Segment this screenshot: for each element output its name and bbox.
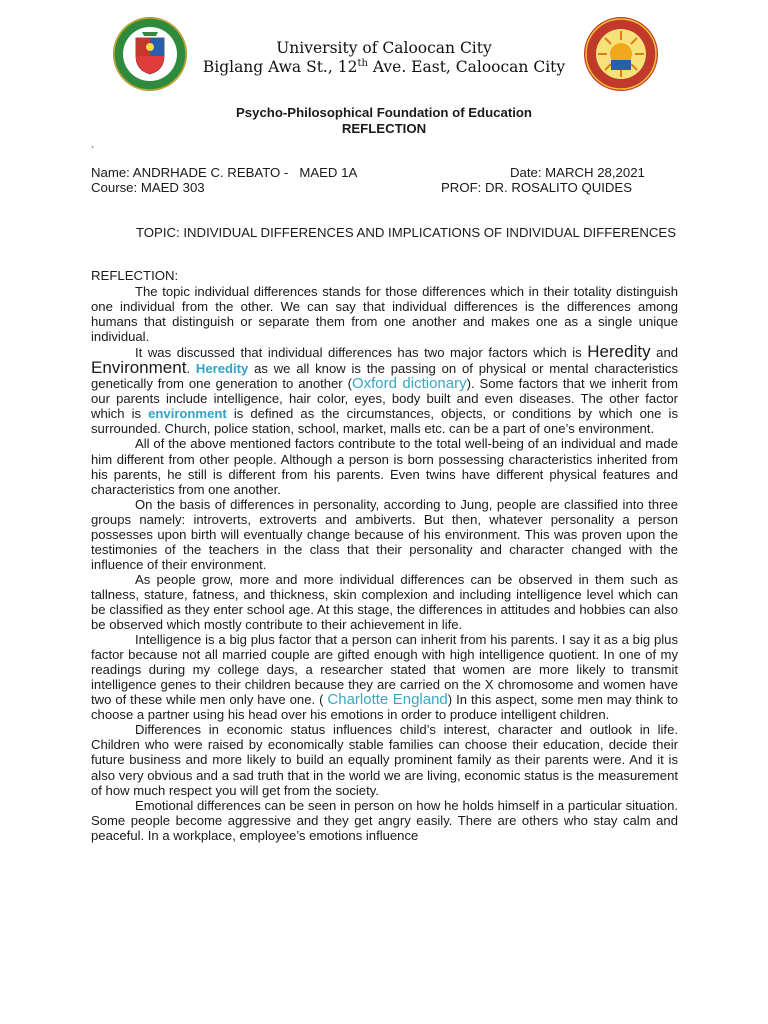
paragraph: It was discussed that individual differences has two major factors which is Heredity and Environment. Heredity as we all know is the passing on of physical or mental characteristics genetically from one generation to another (Oxford dictionary). Some factors that we inherit from our parents include intelligence, hair color, eyes, body built and even diseases. The other factor which is environment is defined as the circumstances, objects, or conditions by which one is surrounded. Church, police station, school, market, malls etc. can be a part of one’s environment. [91,342,679,437]
paragraph: On the basis of differences in personality, according to Jung, people are classified into three groups namely: introverts, extroverts and ambiverts. But then, whatever personality a person possesses upon birth will eventually change because of his environment. This was proven upon the testimonies of the teachers in the class that their personality and character changed with the influence of their environment. [91,496,678,572]
submission-date: Date: MARCH 28,2021 [510,165,645,180]
environment-heading: Environment [91,358,187,378]
document-title: Psycho-Philosophical Foundation of Education [236,105,532,120]
document-subtitle: REFLECTION [341,121,427,136]
paragraph: As people grow, more and more individual differences can be observed in them such as tallness, stature, fatness, and thickness, skin complexion and including intelligence level which can be classified as they enter school age. At this stage, the differences in attitudes and hobbies can also be observed which mostly contribute to their achievement in life. [91,571,678,633]
paragraph: The topic individual differences stands for those differences which in their totality distinguish one individual from the other. We can say that individual differences is the differences among humans that distinguish or separate them from one another and makes one as a single unique individual. [91,284,678,345]
stray-mark: ` [91,146,95,157]
reflection-label: REFLECTION: [91,268,179,283]
university-name: University of Caloocan City [276,39,492,57]
charlotte-england-citation: Charlotte England [327,691,448,709]
paragraph: Emotional differences can be seen in person on how he holds himself in a particular situation. Some people become aggressive and they get angry easily. There are others who stay calm and peaceful. In a workplace, employee’s emotions influence [91,797,678,843]
paragraph: All of the above mentioned factors contribute to the total well-being of an individual and made him different from other people. Although a person is born possessing characteristics inherited from his parents, he still is different from his parents. Even twins have different physical features and characteristics from one another. [91,436,678,497]
university-address: Biglang Awa St., 12th Ave. East, Caloocan City [202,57,566,76]
city-seal-icon [583,16,659,92]
student-name: Name: ANDRHADE C. REBATO - MAED 1A [91,165,358,180]
reflection-body [91,284,678,843]
topic-heading: TOPIC: INDIVIDUAL DIFFERENCES AND IMPLICATIONS OF INDIVIDUAL DIFFERENCES [135,225,677,240]
environment-term: environment [148,406,227,422]
university-seal-icon [112,16,188,92]
course: Course: MAED 303 [91,180,205,195]
professor: PROF: DR. ROSALITO QUIDES [441,180,633,195]
heredity-term: Heredity [195,361,249,377]
paragraph: Differences in economic status influences child’s interest, character and outlook in life. Children who were raised by economically stable families can choose their education, decide their future business and more likely to build an equally prominent family as their parents were. And it is also very obvious and a sad truth that in the world we are living, economic status is the measurement of how much respect you will get from the society. [91,722,678,798]
heredity-heading: Heredity [587,342,651,362]
oxford-citation: Oxford dictionary [351,375,467,393]
paragraph: Intelligence is a big plus factor that a person can inherit from his parents. I say it as a big plus factor because not all married couple are gifted enough with high intelligence quotient. In one of my readings during my college days, a researcher stated that women are more likely to transmit intelligence genes to their children because they are carried on the X chromosome and women have two of these while men only have one. ( Charlotte England) In this aspect, some men may think to choose a partner using his head over his emotions in order to produce intelligent children. [91,632,678,723]
